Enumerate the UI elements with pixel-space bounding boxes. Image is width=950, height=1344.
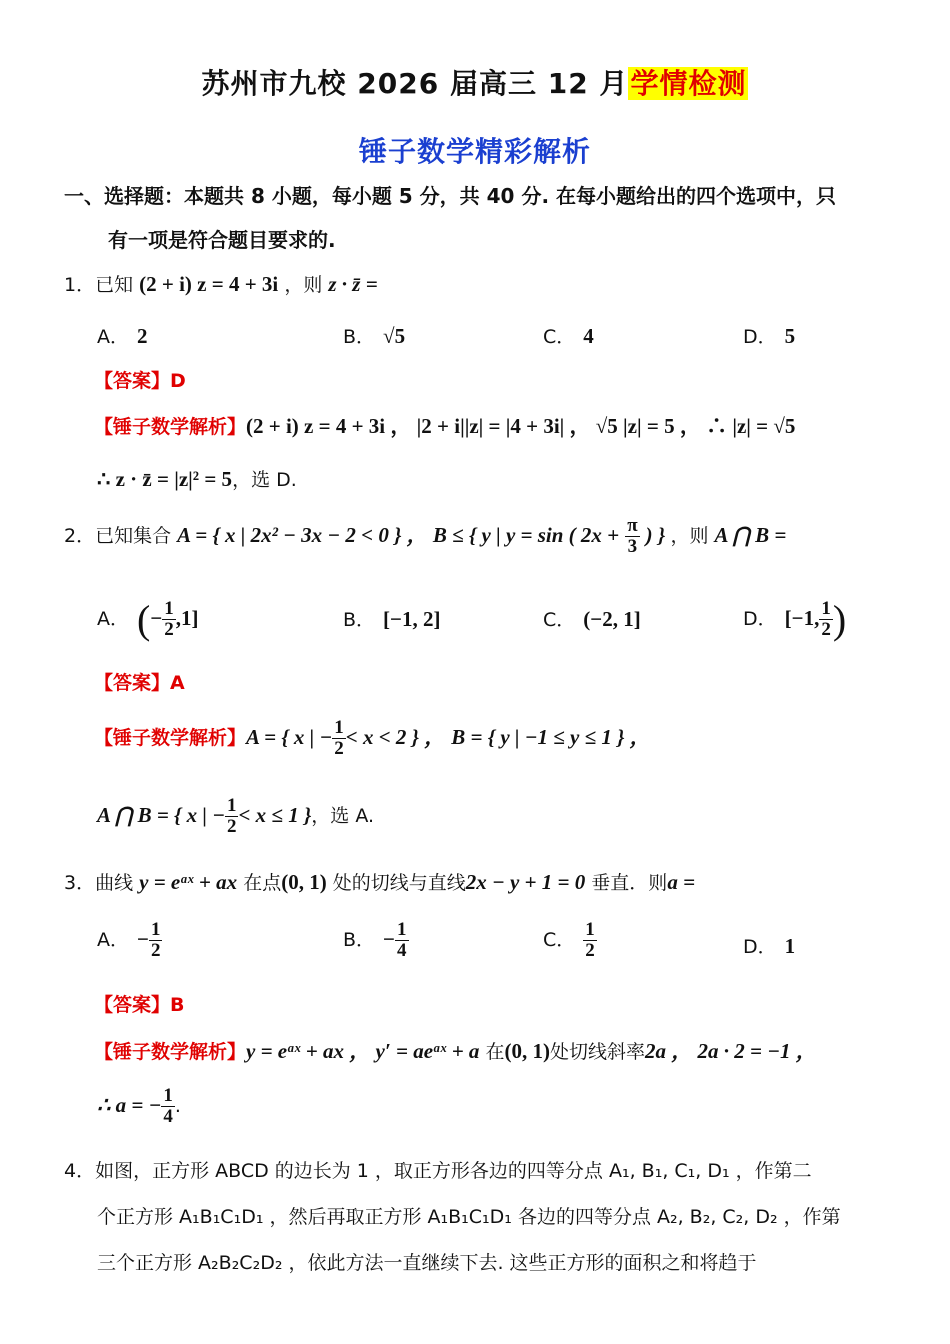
q2-expl-b: B = { y | −1 ≤ y ≤ 1 } ，: [451, 724, 651, 749]
q1-stem-text2: ，则: [284, 274, 323, 296]
q3-expl-t2: 处切线斜率: [549, 1041, 645, 1063]
page-subtitle: 锤子数学精彩解析: [358, 135, 591, 168]
q3-stem-m2: (0, 1): [281, 870, 327, 894]
answer-value: D: [170, 370, 186, 392]
q2-expl-a-end: < x < 2 } ，: [345, 724, 446, 749]
frac-den: 2: [585, 939, 595, 961]
q3-stem-m3: 2x − y + 1 = 0: [465, 870, 586, 894]
option-label: A．: [97, 928, 129, 951]
q2-answer: [94, 668, 185, 695]
frac-num: 1: [585, 919, 595, 940]
q3-option-c: [543, 920, 597, 961]
q2-stem-text: 2．已知集合: [64, 524, 172, 547]
q2-explanation-line1: [94, 718, 651, 759]
neg-sign: −: [137, 926, 149, 951]
frac-num: 1: [150, 919, 161, 940]
q3-option-b: [343, 920, 409, 961]
explanation-tag: 【锤子数学解析】: [94, 416, 247, 438]
q2-option-d: [743, 596, 846, 643]
option-value: [−1, 2]: [383, 607, 441, 631]
q1-expl-text2: ，选 D.: [232, 469, 297, 491]
frac-den: 2: [150, 939, 161, 961]
q2-expl-c-text: ，选 A.: [311, 804, 375, 827]
answer-tag: 【答案】: [94, 994, 171, 1016]
explanation-tag: 【锤子数学解析】: [94, 726, 247, 749]
q3-stem-d: 垂直．则: [591, 872, 668, 894]
option-label: C．: [543, 928, 576, 951]
q2-stem-math-end: ) }: [645, 522, 671, 547]
q3-expl-t1: 在: [485, 1041, 505, 1063]
q2-expl-c: A ⋂ B = { x | −: [97, 802, 225, 827]
q1-stem-text: 1．已知: [64, 274, 134, 296]
title-highlight: 学情检测: [630, 67, 747, 100]
q3-expl-fraction: [161, 1086, 175, 1127]
q3-explanation-line2: [97, 1086, 181, 1127]
frac-num: 1: [397, 919, 407, 940]
q3-stem-c: 处的切线与直线: [332, 872, 466, 894]
q1-option-d: [743, 322, 795, 349]
title-main: 苏州市九校 2026 届高三 12 月: [201, 67, 629, 100]
option-value: 1: [784, 934, 796, 958]
q3-stem-a: 3．曲线: [64, 872, 134, 894]
q2-expl-a: A = { x | −: [246, 724, 333, 749]
q1-expl-math1: (2 + i) z = 4 + 3i ， |2 + i||z| = |4 + 3i| ， √5 |z| = 5 ， ∴ |z| = √5: [246, 414, 796, 438]
q2-option-b: [343, 605, 441, 632]
q2-expl-c-fraction: [225, 796, 239, 837]
q2-explanation-line2: [97, 796, 374, 837]
q3-expl-m3: 2a ， 2a · 2 = −1 ，: [645, 1039, 817, 1063]
frac-den: 2: [821, 619, 831, 640]
option-label: C．: [543, 326, 576, 348]
option-label: A．: [97, 608, 129, 630]
option-label: B．: [343, 326, 376, 348]
option-label: D．: [743, 936, 777, 958]
neg-sign: −: [150, 606, 163, 630]
q2-option-c: [543, 605, 641, 632]
q3-stem-m1: y = eᵃˣ + ax: [139, 870, 238, 894]
q3-opt-b-fraction: [395, 920, 409, 961]
option-label: D．: [743, 326, 777, 348]
explanation-tag: 【锤子数学解析】: [94, 1041, 247, 1063]
answer-tag: 【答案】: [94, 672, 171, 694]
frac-den: 3: [627, 535, 638, 557]
frac-num: 1: [226, 795, 237, 816]
frac-num: 1: [164, 598, 174, 620]
q2-expl-c-end: < x ≤ 1 }: [238, 802, 312, 827]
answer-value: A: [170, 672, 185, 694]
q3-option-a: [97, 920, 162, 961]
frac-den: 4: [397, 939, 407, 961]
option-value: √5: [383, 324, 406, 348]
frac-num: 1: [821, 598, 831, 620]
q2-expl-a-fraction: [332, 718, 346, 759]
frac-den: 2: [164, 619, 174, 640]
frac-den: 2: [226, 815, 237, 837]
option-label: A．: [97, 326, 129, 348]
frac-den: 4: [163, 1105, 173, 1127]
question-2-stem: [64, 516, 786, 557]
option-label: B．: [343, 928, 376, 951]
q2-pi-fraction: [625, 516, 639, 557]
q1-explanation-line1: [94, 410, 795, 440]
answer-value: B: [170, 994, 185, 1016]
option-value: 2: [137, 324, 148, 348]
q3-expl-m2: (0, 1): [504, 1039, 550, 1063]
q1-answer: [94, 366, 186, 393]
q2-option-a: [97, 596, 199, 643]
option-head: [−1,: [784, 606, 820, 630]
question-4-line3: 三个正方形 A₂B₂C₂D₂ ，依此方法一直继续下去. 这些正方形的面积之和将趋于: [97, 1252, 757, 1274]
neg-sign: −: [383, 926, 396, 951]
q1-stem-math2: z · z̄ =: [328, 272, 378, 296]
question-1-stem: [64, 270, 378, 297]
q3-stem-m4: a =: [667, 870, 696, 894]
q1-option-b: [343, 322, 405, 349]
page-title: [0, 62, 950, 102]
q1-option-a: [97, 322, 148, 349]
paren-left: (: [137, 597, 151, 642]
frac-num: 1: [163, 1085, 173, 1106]
q1-expl-math2: ∴ z · z̄ = |z|² = 5: [97, 467, 233, 491]
q2-stem-question: A ⋂ B =: [714, 522, 787, 547]
q3-stem-b: 在点: [243, 872, 282, 894]
option-value: 4: [583, 324, 594, 348]
question-4-line2: 个正方形 A₁B₁C₁D₁ ，然后再取正方形 A₁B₁C₁D₁ 各边的四等分点 A₂, B₂, C₂, D₂ ，作第: [97, 1206, 841, 1228]
question-3-stem: [64, 868, 695, 895]
q1-option-c: [543, 322, 594, 349]
section-heading-line2: 有一项是符合题目要求的.: [108, 228, 336, 252]
q3-expl-l2: ∴ a = −: [97, 1092, 162, 1117]
q3-expl-l2-end: .: [174, 1094, 181, 1117]
q3-opt-a-fraction: [149, 920, 163, 961]
option-tail: ,1]: [175, 606, 199, 630]
q3-option-d: [743, 932, 795, 959]
paren-right: ): [832, 597, 847, 642]
q3-answer: [94, 990, 185, 1017]
q2-opt-d-fraction: [819, 599, 833, 640]
option-label: B．: [343, 609, 376, 631]
option-label: C．: [543, 609, 576, 631]
option-value: (−2, 1]: [583, 607, 641, 631]
q3-explanation-line1: [94, 1035, 817, 1065]
q3-opt-c-fraction: [583, 920, 597, 961]
section-heading-line1: 一、选择题：本题共 8 小题，每小题 5 分，共 40 分. 在每小题给出的四个选项中，只: [64, 184, 837, 208]
frac-num: π: [627, 515, 638, 536]
answer-tag: 【答案】: [94, 370, 171, 392]
question-4-line1: 4．如图，正方形 ABCD 的边长为 1 ，取正方形各边的四等分点 A₁, B₁, C₁, D₁ ，作第二: [64, 1160, 812, 1182]
option-label: D．: [743, 608, 777, 630]
q2-stem-text-end: ，则: [670, 524, 709, 547]
q2-stem-math: A = { x | 2x² − 3x − 2 < 0 } ， B ≤ { y | y = sin ( 2x +: [177, 522, 620, 547]
q3-expl-m1: y = eᵃˣ + ax ， y′ = aeᵃˣ + a: [246, 1039, 480, 1063]
q1-explanation-line2: [97, 465, 297, 492]
q1-stem-math: (2 + i) z = 4 + 3i: [139, 272, 279, 296]
option-value: 5: [784, 324, 796, 348]
frac-num: 1: [334, 717, 344, 738]
frac-den: 2: [334, 737, 344, 759]
q2-opt-a-fraction: [162, 599, 176, 640]
